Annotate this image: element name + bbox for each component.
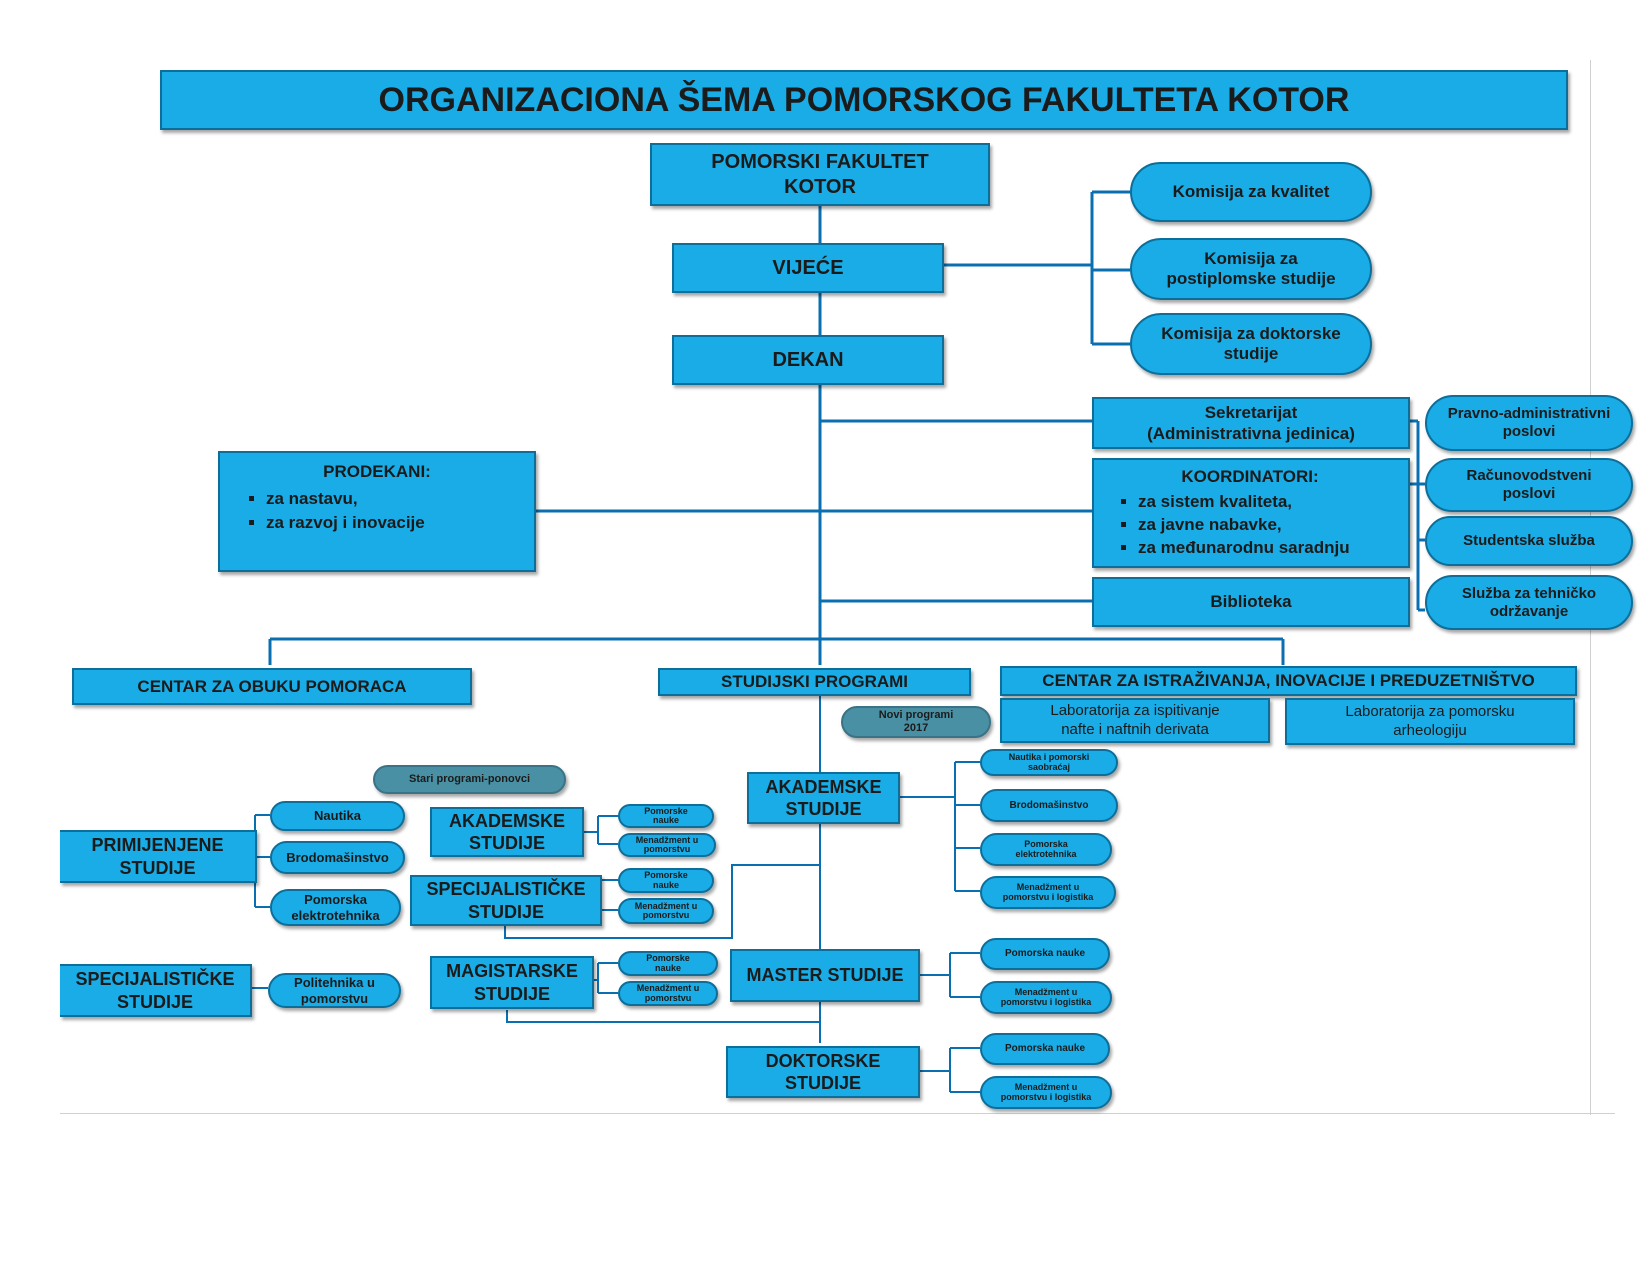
stari-mag-mp-line-1: Menadžment u [636, 983, 700, 994]
doktorske-ml-line-2: pomorstvu i logistika [1000, 1091, 1092, 1102]
doktorske-studije-box [726, 1046, 920, 1098]
specijalisticke-prim-line-1: SPECIJALISTIČKE [75, 969, 235, 989]
novi-nautika-line-1: Nautika i pomorski [1008, 752, 1090, 763]
prodekani-list [248, 486, 425, 535]
laboratorija-arheologija [1285, 698, 1575, 745]
komisija-doktorske-line-1: Komisija za doktorske [1161, 323, 1341, 343]
doktorske-menadzment-logistika [980, 1076, 1112, 1109]
stari-specijalisticke-menadzment [618, 898, 714, 924]
stari-spec-mp-line-1: Menadžment u [634, 900, 698, 911]
fakultet-box [650, 143, 990, 206]
program-politehnika [268, 973, 401, 1008]
master-ml-line-1: Menadžment u [1014, 987, 1078, 998]
laboratorija-nafta [1000, 698, 1270, 743]
chart-title: ORGANIZACIONA ŠEMA POMORSKOG FAKULTETA KOTOR [160, 70, 1568, 130]
doktorske-pomorska-nauke: Pomorska nauke [980, 1033, 1110, 1065]
stari-programi-pill: Stari programi-ponovci [373, 765, 566, 794]
prodekani-box [218, 451, 536, 572]
sekretarijat-line-1: Sekretarijat [1204, 402, 1298, 422]
novi-ml-line-1: Menadžment u [1016, 882, 1080, 893]
stari-mag-pn-line-1: Pomorske [646, 953, 690, 964]
komisija-kvalitet-label: Komisija za kvalitet [1172, 181, 1330, 201]
komisija-doktorske-line-2: studije [1223, 344, 1279, 363]
stari-akademske-pomorske-nauke [618, 804, 714, 828]
novi-akademske-box [747, 772, 900, 824]
stari-akademske-menadzment [618, 833, 716, 857]
sluzba-tehnicko-line-2: održavanje [1489, 602, 1569, 620]
prodekani-item: ▪ za nastavu, [266, 488, 425, 509]
sluzba-pravno [1425, 395, 1633, 451]
laboratorija-arheologija-line-1: Laboratorija za pomorsku [1345, 702, 1515, 720]
komisija-postdiplomske [1130, 238, 1372, 300]
stari-magistarske-pomorske-nauke [618, 951, 718, 976]
master-menadzment-logistika [980, 981, 1112, 1014]
specijalisticke-prim-box [60, 964, 252, 1017]
prodekani-heading: PRODEKANI: [323, 462, 431, 481]
program-nautika: Nautika [270, 801, 405, 831]
vijece-box: VIJEĆE [672, 243, 944, 293]
stari-akademske-pn-line-1: Pomorske [644, 805, 688, 816]
komisija-postdiplomske-line-2: postiplomske studije [1166, 269, 1336, 288]
primijenjene-line-2: STUDIJE [119, 857, 196, 878]
stari-magistarske-line-2: STUDIJE [473, 983, 551, 1004]
novi-pe-line-1: Pomorska [1024, 839, 1068, 850]
stari-akademske-pn-line-2: nauke [652, 815, 679, 825]
laboratorija-nafta-line-1: Laboratorija za ispitivanje [1050, 701, 1220, 719]
novi-menadzment-logistika [980, 876, 1116, 909]
sluzba-racunovodstvo-line-2: poslovi [1502, 485, 1556, 502]
master-pomorska-nauke: Pomorska nauke [980, 938, 1110, 970]
sluzba-racunovodstvo [1425, 458, 1633, 512]
program-pomorska-elektrotehnika-line-2: elektrotehnika [291, 907, 380, 923]
sluzba-studentska-label: Studentska služba [1463, 532, 1595, 549]
sluzba-racunovodstvo-line-1: Računovodstveni [1466, 467, 1592, 484]
program-politehnika-line-2: pomorstvu [300, 990, 369, 1006]
komisija-doktorske [1130, 313, 1372, 375]
biblioteka-box: Biblioteka [1092, 577, 1410, 627]
novi-brodomasinstvo: Brodomašinstvo [980, 789, 1118, 822]
primijenjene-studije-box [60, 830, 257, 883]
stari-specijalisticke-line-1: SPECIJALISTIČKE [426, 879, 586, 899]
prodekani-item: ▪ za razvoj i inovacije [266, 512, 425, 533]
stari-akademske-line-1: AKADEMSKE [448, 810, 565, 831]
novi-nautika-line-2: saobraćaj [1027, 761, 1071, 772]
koordinatori-item: ▪ za javne nabavke, [1138, 514, 1350, 535]
sluzba-pravno-line-2: poslovi [1502, 423, 1556, 440]
centar-istrazivanja-box: CENTAR ZA ISTRAŽIVANJA, INOVACIJE I PREDUZETNIŠTVO [1000, 666, 1577, 696]
stari-specijalisticke-box [410, 875, 602, 926]
sluzba-tehnicko-line-1: Služba za tehničko [1461, 584, 1597, 602]
dekan-box: DEKAN [672, 335, 944, 385]
fakultet-line-2: KOTOR [784, 175, 856, 198]
laboratorija-arheologija-line-2: arheologiju [1393, 721, 1467, 739]
stari-spec-pn-line-1: Pomorske [644, 870, 688, 881]
laboratorija-nafta-line-2: nafte i naftnih derivata [1061, 720, 1209, 738]
stari-specijalisticke-line-2: STUDIJE [467, 901, 545, 922]
stari-spec-mp-line-2: pomorstvu [642, 910, 690, 920]
program-pomorska-elektrotehnika-line-1: Pomorska [304, 891, 367, 907]
stari-magistarske-menadzment [618, 981, 718, 1006]
komisija-postdiplomske-line-1: Komisija za [1204, 248, 1298, 268]
stari-akademske-mp-line-2: pomorstvu [643, 844, 691, 854]
program-politehnika-line-1: Politehnika u [294, 974, 375, 990]
master-studije-label: MASTER STUDIJE [746, 965, 904, 986]
koordinatori-item: ▪ za sistem kvaliteta, [1138, 491, 1350, 512]
page-border-bottom [60, 1113, 1615, 1114]
novi-programi-line-2: 2017 [903, 722, 929, 734]
master-ml-line-2: pomorstvu i logistika [1000, 996, 1092, 1007]
stari-spec-pn-line-2: nauke [652, 879, 679, 890]
stari-mag-pn-line-2: nauke [654, 962, 681, 973]
fakultet-line-1: POMORSKI FAKULTET [711, 150, 929, 173]
sluzba-tehnicko [1425, 575, 1633, 630]
doktorske-line-2: STUDIJE [784, 1073, 862, 1093]
komisija-kvalitet [1130, 162, 1372, 222]
centar-obuka-box: CENTAR ZA OBUKU POMORACA [72, 668, 472, 705]
doktorske-ml-line-1: Menadžment u [1014, 1082, 1078, 1093]
stari-akademske-mp-line-1: Menadžment u [635, 834, 699, 845]
koordinatori-box [1092, 458, 1410, 568]
sekretarijat-line-2: (Administrativna jedinica) [1147, 424, 1355, 443]
novi-akademske-line-1: AKADEMSKE [765, 776, 882, 797]
studijski-programi-box: STUDIJSKI PROGRAMI [658, 668, 971, 696]
stari-specijalisticke-pomorske-nauke [618, 868, 714, 893]
stari-akademske-box [430, 807, 584, 857]
koordinatori-list [1120, 489, 1350, 561]
novi-nautika-saobracaj [980, 749, 1118, 776]
sluzba-pravno-line-1: Pravno-administrativni [1447, 405, 1611, 422]
novi-ml-line-2: pomorstvu i logistika [1002, 891, 1094, 902]
sekretarijat-box [1092, 397, 1410, 449]
stari-magistarske-box [430, 956, 594, 1009]
sluzba-studentska [1425, 516, 1633, 566]
novi-pomorska-elektrotehnika [980, 833, 1112, 866]
program-brodomasinstvo: Brodomašinstvo [270, 841, 405, 874]
novi-programi-line-1: Novi programi [878, 708, 954, 721]
novi-akademske-line-2: STUDIJE [785, 799, 862, 819]
program-pomorska-elektrotehnika [270, 889, 401, 926]
koordinatori-heading: KOORDINATORI: [1181, 466, 1319, 486]
specijalisticke-prim-line-2: STUDIJE [116, 991, 194, 1012]
primijenjene-line-1: PRIMIJENJENE [91, 835, 224, 855]
master-studije-box [730, 949, 920, 1002]
stari-mag-mp-line-2: pomorstvu [644, 992, 692, 1003]
stari-akademske-line-2: STUDIJE [468, 833, 546, 853]
doktorske-line-1: DOKTORSKE [765, 1050, 881, 1071]
novi-programi-pill [841, 706, 991, 738]
stari-magistarske-line-1: MAGISTARSKE [446, 961, 578, 981]
novi-pe-line-2: elektrotehnika [1015, 848, 1077, 859]
koordinatori-item: ▪ za međunarodnu saradnju [1138, 537, 1350, 558]
